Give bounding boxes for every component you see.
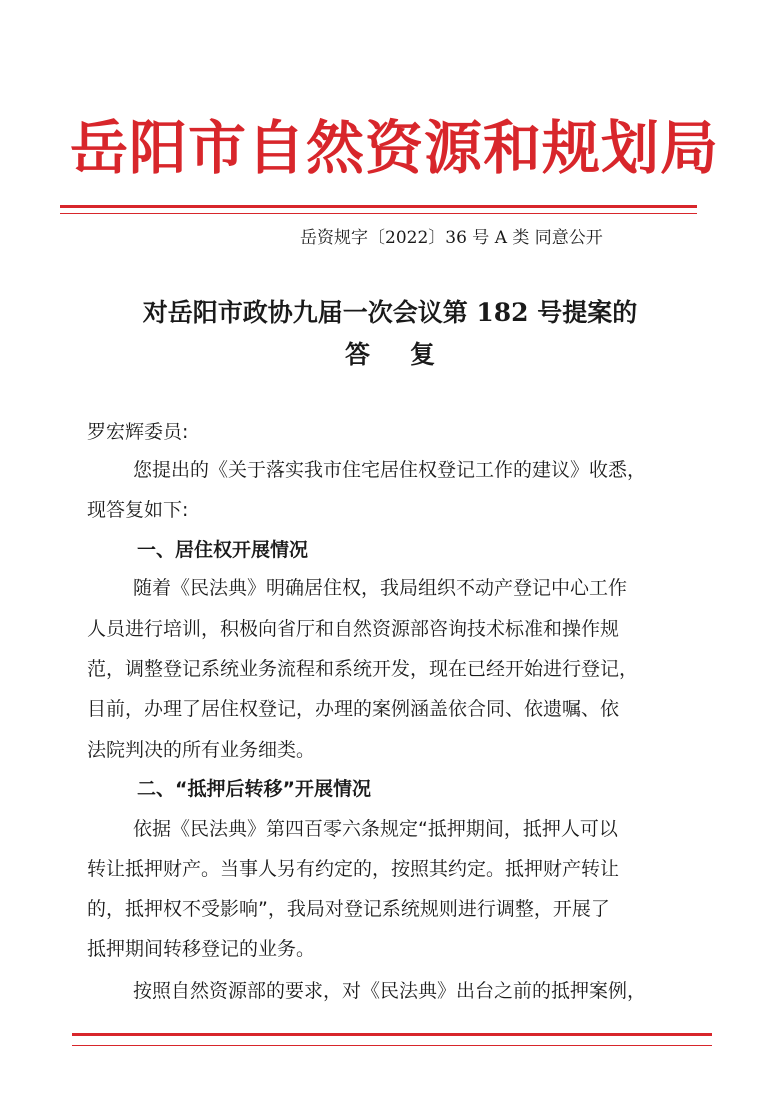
letterhead-rule-thin xyxy=(60,213,697,214)
paragraph-line: 依据《民法典》第四百零六条规定“抵押期间，抵押人可以 xyxy=(133,818,618,840)
paragraph-line: 的，抵押权不受影响”，我局对登记系统规则进行调整，开展了 xyxy=(87,898,610,920)
paragraph-line: 抵押期间转移登记的业务。 xyxy=(87,938,316,960)
letterhead-org-name: 岳阳市自然资源和规划局 xyxy=(70,114,720,182)
paragraph-line: 您提出的《关于落实我市住宅居住权登记工作的建议》收悉， xyxy=(133,459,647,481)
paragraph-line: 按照自然资源部的要求，对《民法典》出台之前的抵押案例， xyxy=(133,980,647,1002)
footer-rule-thin xyxy=(72,1045,712,1046)
footer-rule-thick xyxy=(72,1033,712,1036)
salutation: 罗宏辉委员: xyxy=(87,421,189,443)
section1-heading: 一、居住权开展情况 xyxy=(137,539,309,561)
document-number: 岳资规字〔2022〕36 号 A 类 同意公开 xyxy=(300,228,603,248)
paragraph-line: 人员进行培训，积极向省厅和自然资源部咨询技术标准和操作规 xyxy=(87,618,620,640)
letterhead-rule-thick xyxy=(60,205,697,208)
document-title-line1: 对岳阳市政协九届一次会议第 182 号提案的 xyxy=(142,298,638,327)
document-title-line2: 答复 xyxy=(344,340,475,369)
paragraph-line: 随着《民法典》明确居住权，我局组织不动产登记中心工作 xyxy=(133,577,628,599)
paragraph-line: 范，调整登记系统业务流程和系统开发，现在已经开始进行登记， xyxy=(87,658,639,680)
paragraph-line: 目前，办理了居住权登记，办理的案例涵盖依合同、依遗嘱、依 xyxy=(87,698,620,720)
paragraph-line: 现答复如下: xyxy=(87,499,189,521)
paragraph-line: 法院判决的所有业务细类。 xyxy=(87,739,316,761)
section2-heading: 二、“抵押后转移”开展情况 xyxy=(137,778,371,800)
paragraph-line: 转让抵押财产。当事人另有约定的，按照其约定。抵押财产转让 xyxy=(87,858,620,880)
